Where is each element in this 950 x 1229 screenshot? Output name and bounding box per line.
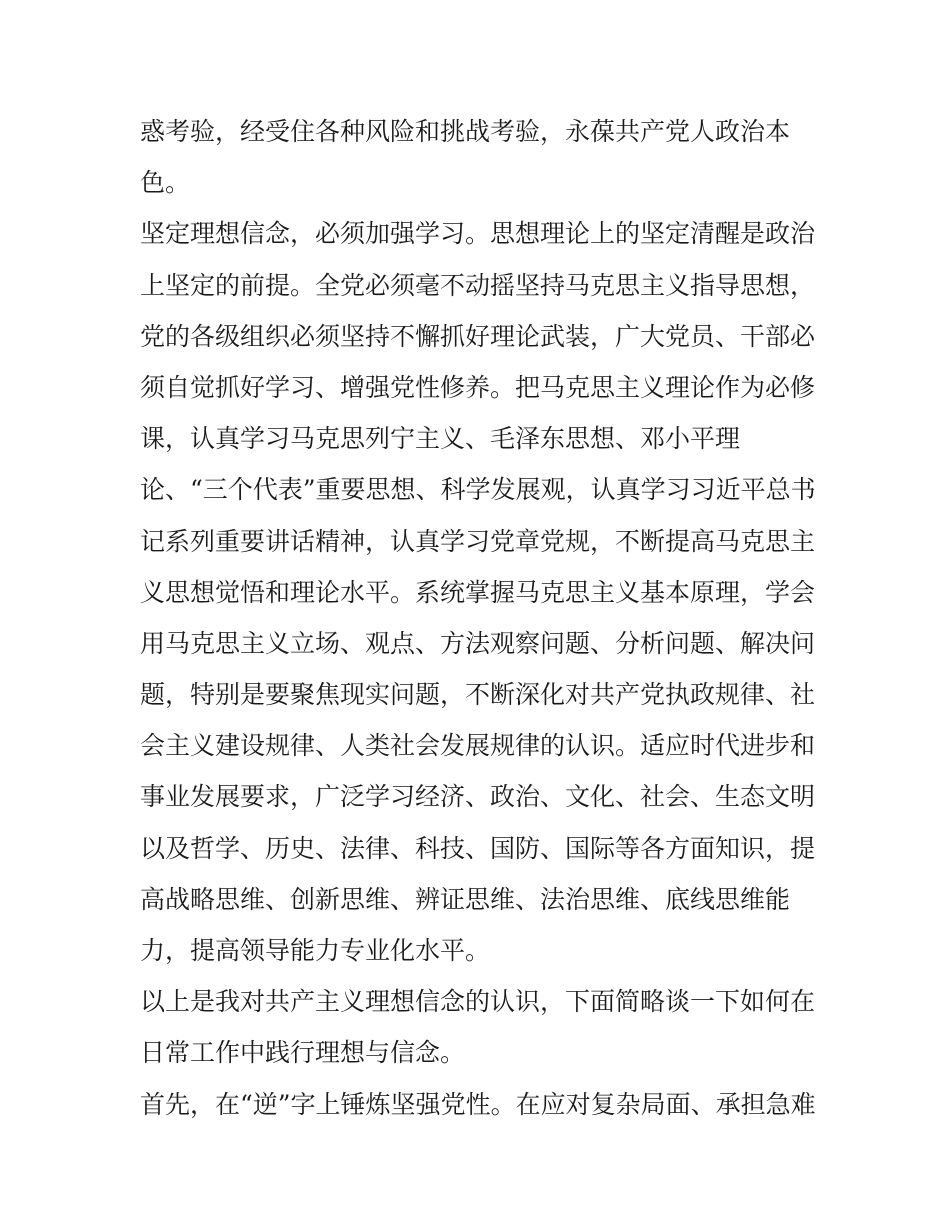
text-line: 日常工作中践行理想与信念。 <box>140 1038 466 1068</box>
text-line: 课，认真学习马克思列宁主义、毛泽东思想、邓小平理 <box>140 424 741 454</box>
text-line: 以及哲学、历史、法律、科技、国防、国际等各方面知识，提 <box>140 833 816 863</box>
text-line: 以上是我对共产主义理想信念的认识，下面简略谈一下如何在 <box>140 987 816 1017</box>
text-line: 坚定理想信念，必须加强学习。思想理论上的坚定清醒是政治 <box>140 219 816 249</box>
text-line: 记系列重要讲话精神，认真学习党章党规，不断提高马克思主 <box>140 526 816 556</box>
text-line: 须自觉抓好学习、增强党性修养。把马克思主义理论作为必修 <box>140 372 816 402</box>
text-line: 会主义建设规律、人类社会发展规律的认识。适应时代进步和 <box>140 731 816 761</box>
text-line: 义思想觉悟和理论水平。系统掌握马克思主义基本原理，学会 <box>140 577 816 607</box>
text-line: 惑考验，经受住各种风险和挑战考验，永葆共产党人政治本 <box>140 117 791 146</box>
text-line: 上坚定的前提。全党必须毫不动摇坚持马克思主义指导思想， <box>140 270 816 300</box>
text-line: 首先，在“逆”字上锤炼坚强党性。在应对复杂局面、承担急难 <box>140 1089 816 1119</box>
text-line: 色。 <box>140 168 191 198</box>
text-line: 用马克思主义立场、观点、方法观察问题、分析问题、解决问 <box>140 628 816 658</box>
text-line: 党的各级组织必须坚持不懈抓好理论武装，广大党员、干部必 <box>140 321 816 351</box>
text-line: 力，提高领导能力专业化水平。 <box>140 936 491 965</box>
text-line: 题，特别是要聚焦现实问题，不断深化对共产党执政规律、社 <box>140 680 816 710</box>
text-line: 高战略思维、创新思维、辨证思维、法治思维、底线思维能 <box>140 884 791 914</box>
body-text <box>140 106 815 1130</box>
text-line: 论、“三个代表”重要思想、科学发展观，认真学习习近平总书 <box>140 475 816 505</box>
text-line: 事业发展要求，广泛学习经济、政治、文化、社会、生态文明 <box>140 782 816 812</box>
